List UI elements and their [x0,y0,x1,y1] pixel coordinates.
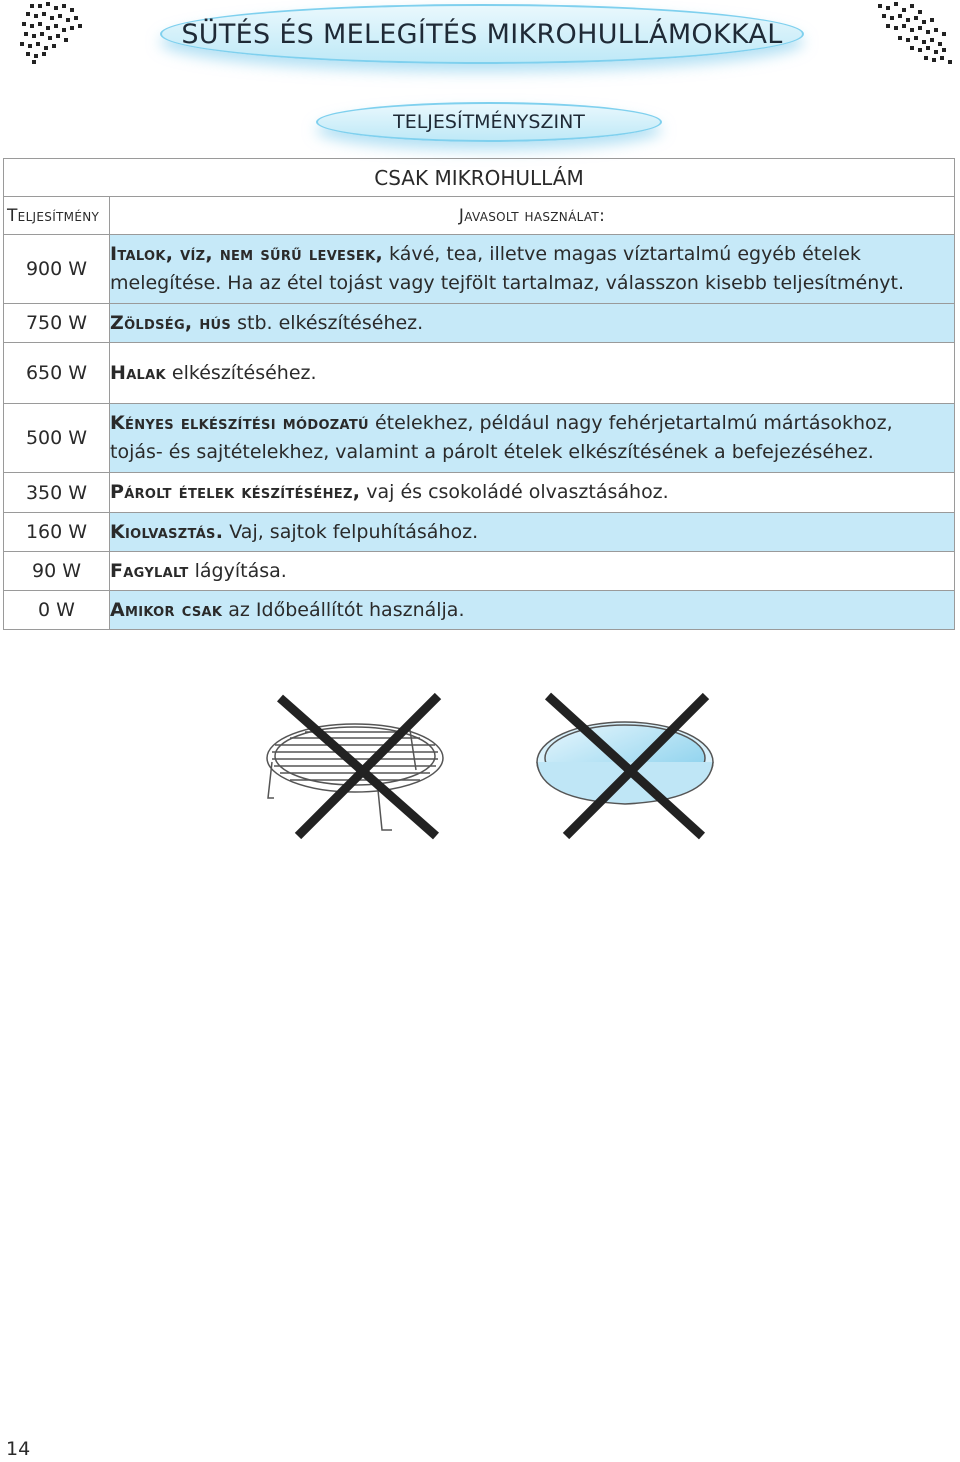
power-value: 0 W [4,591,110,630]
column-header-use: Javasolt használat: [110,197,955,235]
usage-description [110,591,955,630]
usage-text: Vaj, sajtok felpuhításához. [223,520,479,543]
power-value: 500 W [4,404,110,473]
usage-keyword: Halak [110,361,166,384]
usage-description [110,404,955,473]
power-value: 650 W [4,343,110,404]
table-row [4,235,955,304]
column-header-power: Teljesítmény [4,197,110,235]
table-row [4,513,955,552]
usage-description [110,235,955,304]
wire-rack-crossed-out-icon [260,690,450,840]
usage-text: stb. elkészítéséhez. [231,311,424,334]
usage-text: elkészítéséhez. [165,361,317,384]
power-value: 160 W [4,513,110,552]
usage-description [110,513,955,552]
power-value: 90 W [4,552,110,591]
page-title: SÜTÉS ÉS MELEGÍTÉS MIKROHULLÁMOKKAL [160,4,804,64]
usage-text: tojás- és sajtételekhez, valamint a párolt ételek elkészítésének a befejezéséhez. [110,441,874,463]
usage-text: vaj és csokoládé olvasztásához. [360,481,669,503]
power-value: 900 W [4,235,110,304]
usage-keyword: Párolt ételek készítéséhez, [110,481,361,503]
usage-text: melegítése. Ha az étel tojást vagy tejfölt tartalmaz, válasszon kisebb teljesítményt. [110,272,904,294]
table-row [4,473,955,513]
usage-keyword: Zöldség, hús [110,311,232,334]
usage-text: ételekhez, például nagy fehérjetartalmú mártásokhoz, [368,412,893,434]
usage-text: az Időbeállítót használja. [222,598,465,621]
snowflake-pattern-icon [870,0,960,70]
section-subtitle: TELJESÍTMÉNYSZINT [316,102,662,142]
snowflake-pattern-icon [10,0,100,70]
usage-keyword: Amikor csak [110,598,223,621]
power-level-table [3,158,955,630]
usage-description [110,343,955,404]
table-row [4,591,955,630]
table-row [4,552,955,591]
usage-keyword: Fagylalt [110,559,189,582]
power-value: 750 W [4,304,110,343]
usage-keyword: Kényes elkészítési módozatú [110,412,369,434]
usage-text: lágyítása. [188,559,287,582]
crisp-plate-crossed-out-icon [530,690,720,840]
page-number: 14 [6,1438,31,1460]
table-row [4,304,955,343]
usage-text: kávé, tea, illetve magas víztartalmú egyéb ételek [382,243,861,265]
usage-description [110,473,955,513]
table-row [4,343,955,404]
table-row [4,404,955,473]
usage-description [110,552,955,591]
usage-keyword: Kiolvasztás. [110,520,224,543]
power-value: 350 W [4,473,110,513]
table-section-title: CSAK MIKROHULLÁM [4,159,955,197]
usage-keyword: Italok, víz, nem sűrű levesek, [110,243,383,265]
usage-description [110,304,955,343]
